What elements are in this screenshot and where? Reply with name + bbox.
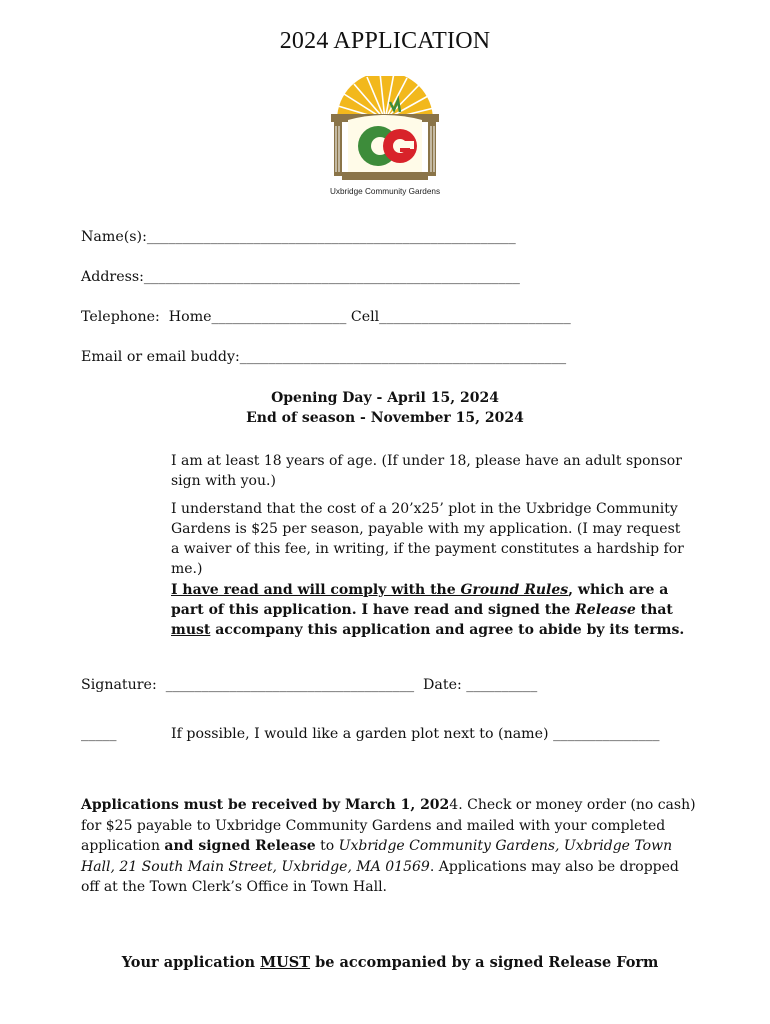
rules-statement: I have read and will comply with the Ground Rules, which are a part of this application. I have read and signed the Release that must accompany this application and agree to abide by its terms. xyxy=(171,582,685,638)
cost-statement: I understand that the cost of a 20’x25’ plot in the Uxbridge Community Gardens is $25 per season, payable with my application. (I may request a waiver of this fee, in writing, if the payment constitutes a hardship for me.) xyxy=(171,501,684,577)
sun-icon xyxy=(337,76,434,120)
page-title: 2024 APPLICATION xyxy=(279,28,491,54)
plot-request-checkbox[interactable]: _____ xyxy=(81,726,117,742)
opening-day: Opening Day - April 15, 2024 xyxy=(271,390,499,406)
ground-rules-link: Ground Rules xyxy=(460,582,569,598)
submission-instructions: Applications must be received by March 1, 2024. Check or money order (no cash) for $25 payable to Uxbridge Community Gardens and mailed with your completed application and signed Release to Uxbridge Community Gardens, Uxbridge Town Hall, 21 South Main Street, Uxbridge, MA 01569. Applications may also be dropped off at the Town Clerk’s Office in Town Hall. xyxy=(81,797,696,895)
plot-request-field[interactable]: If possible, I would like a garden plot next to (name) _______________ xyxy=(171,726,660,742)
age-statement: I am at least 18 years of age. (If under 18, please have an adult sponsor sign with you.) xyxy=(171,453,682,489)
signature-field[interactable]: Signature: ___________________________________ Date: __________ xyxy=(81,677,538,693)
logo-caption: Uxbridge Community Gardens xyxy=(329,187,441,196)
uxbridge-community-gardens-logo xyxy=(328,76,442,200)
end-of-season: End of season - November 15, 2024 xyxy=(246,410,524,426)
address-field[interactable]: Address:_____________________________________________________ xyxy=(81,269,520,285)
release-form-notice: Your application MUST be accompanied by a signed Release Form xyxy=(121,954,659,971)
names-field[interactable]: Name(s):____________________________________________________ xyxy=(81,229,516,245)
email-field[interactable]: Email or email buddy:______________________________________________ xyxy=(81,349,567,365)
telephone-field[interactable]: Telephone: Home___________________ Cell___________________________ xyxy=(81,309,571,325)
